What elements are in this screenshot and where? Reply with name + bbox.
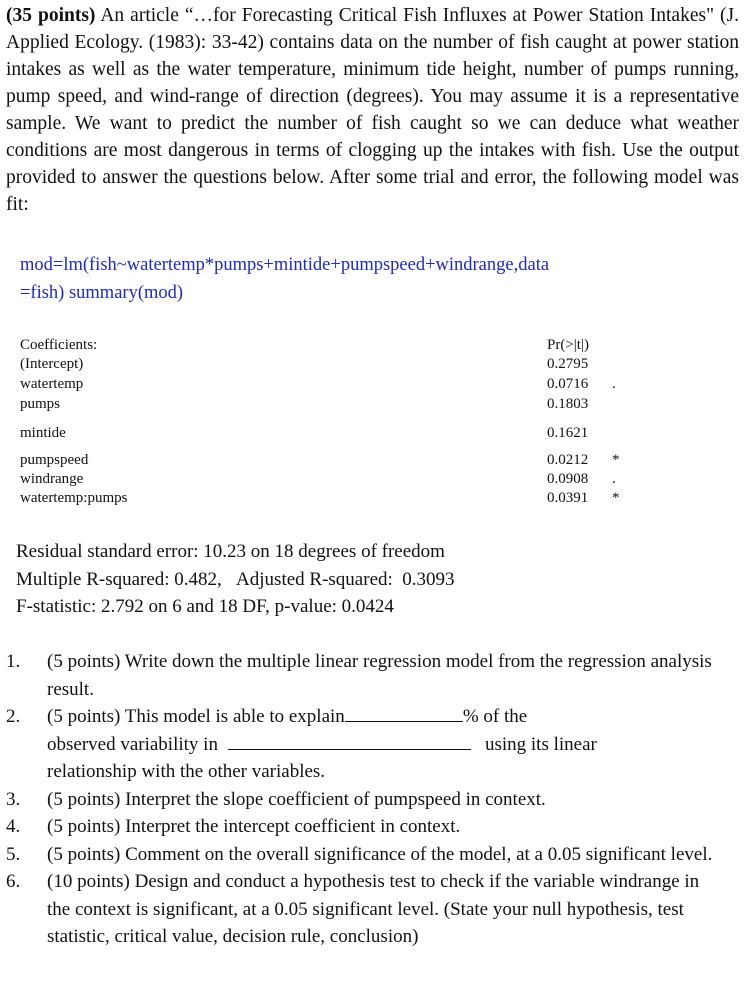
question-text: (10 points) Design and conduct a hypothesis test to check if the variable windrange in the context is significant, at a 0.05 significant level. (State your null hypothesis, test statistic, critical value, decision rule, conclusion) — [47, 871, 700, 947]
question-text: (5 points) Write down the multiple linear regression model from the regression analysis result. — [47, 651, 712, 700]
row-sig: * — [612, 452, 620, 468]
question-number: 3. — [6, 788, 21, 810]
row-p-value: 0.0908 — [547, 471, 589, 487]
row-p-value: 0.1803 — [547, 396, 589, 412]
r-code — [20, 251, 640, 307]
question-text: relationship with the other variables. — [47, 761, 326, 782]
answer-blank-percent[interactable] — [345, 703, 463, 722]
row-name: (Intercept) — [20, 356, 84, 372]
question-number: 6. — [6, 871, 21, 892]
intro-text: An article “…for Forecasting Critical Fish Influxes at Power Station Intakes" (J. Applied Ecology. (1983): 33-42) contains data on the number of fish caught at power station intakes as well as the water temperature, minimum tide height, number of pumps running, pump speed, and wind-range of direction (degrees). You may assume it is a representative sample. We want to predict the number of fish caught so we can deduce what weather conditions are most dangerous in terms of clogging up the intakes with fish. Use the output provided to answer the questions below. After some trial and error, the following model was fit: — [6, 5, 739, 215]
row-p-value: 0.0391 — [547, 490, 589, 506]
row-p-value: 0.2795 — [547, 356, 589, 372]
r-squared: Multiple R-squared: 0.482, Adjusted R-squared: 0.3093 — [16, 568, 455, 590]
question-3 — [0, 786, 754, 814]
code-line-1: mod=lm(fish~watertemp*pumps+mintide+pumpspeed+windrange,data — [20, 255, 550, 275]
row-name: watertemp — [20, 376, 84, 392]
question-text: (5 points) Interpret the slope coefficient of pumpspeed in context. — [47, 788, 546, 810]
code-line-2: =fish) summary(mod) — [20, 283, 184, 303]
row-sig: . — [612, 471, 616, 487]
question-1 — [0, 648, 754, 703]
row-name: pumpspeed — [20, 452, 89, 468]
question-5 — [0, 841, 737, 869]
question-text: observed variability in — [47, 733, 218, 755]
question-number: 2. — [6, 706, 21, 727]
row-p-value: 0.1621 — [547, 425, 589, 441]
question-2 — [0, 703, 754, 786]
question-6 — [0, 868, 707, 951]
question-number: 5. — [6, 843, 21, 865]
row-sig: . — [612, 376, 616, 392]
f-statistic: F-statistic: 2.792 on 6 and 18 DF, p-value: 0.0424 — [16, 596, 394, 617]
question-text: (5 points) Interpret the intercept coefficient in context. — [47, 816, 461, 837]
answer-blank-variable[interactable] — [228, 731, 471, 750]
row-name: watertemp:pumps — [20, 490, 128, 506]
question-text: % of the — [462, 706, 528, 727]
question-number: 1. — [6, 651, 21, 672]
row-p-value: 0.0716 — [547, 376, 589, 392]
problem-intro — [6, 2, 739, 218]
question-4 — [0, 813, 754, 841]
points-label: (35 points) — [6, 5, 96, 26]
row-sig: * — [612, 490, 620, 506]
header-p-value: Pr(>|t|) — [547, 337, 589, 353]
residual-std-error: Residual standard error: 10.23 on 18 degrees of freedom — [16, 541, 445, 562]
question-text: (5 points) Comment on the overall significance of the model, at a 0.05 significant level. — [47, 843, 713, 865]
row-name: mintide — [20, 425, 66, 441]
questions-list — [0, 648, 754, 951]
question-number: 4. — [6, 816, 21, 837]
model-summary — [16, 538, 455, 621]
row-p-value: 0.0212 — [547, 452, 589, 468]
question-text: (5 points) This model is able to explain — [47, 706, 345, 727]
header-coefficients: Coefficients: — [20, 337, 98, 353]
row-name: windrange — [20, 471, 84, 487]
row-name: pumps — [20, 396, 61, 412]
question-text: using its linear — [484, 733, 597, 755]
